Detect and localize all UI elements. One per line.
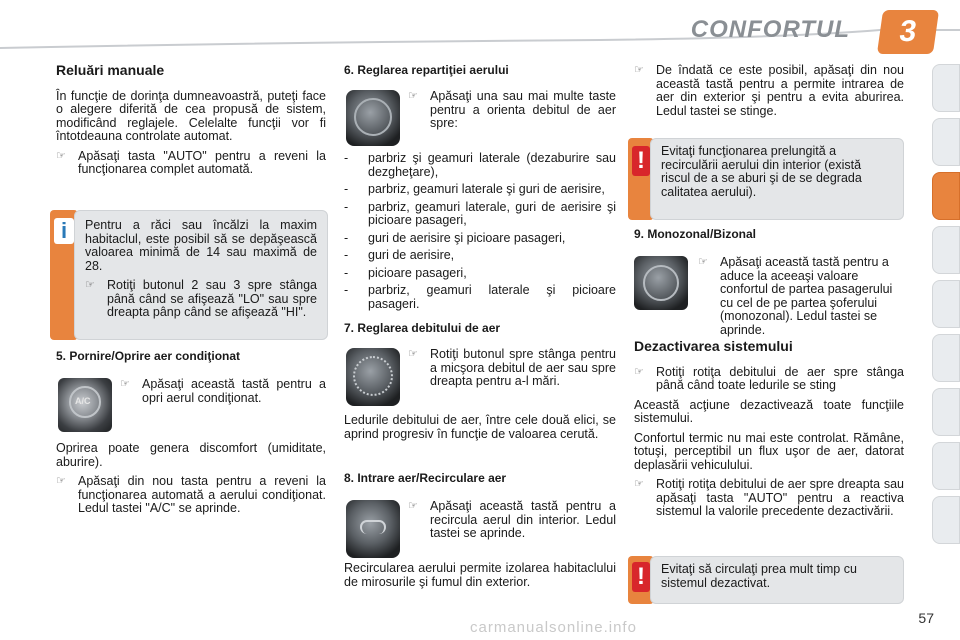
- chapter-tab-5[interactable]: [932, 280, 960, 328]
- section-8-text: [344, 562, 616, 595]
- paragraph-discomfort: Oprirea poate genera discomfort (umiditate, aburire).: [56, 441, 326, 469]
- chapter-number: 3: [877, 10, 939, 54]
- section-8-instruction: [408, 500, 616, 547]
- chapter-tab-1[interactable]: [932, 64, 960, 112]
- chapter-tab-6[interactable]: [932, 334, 960, 382]
- list-item: - guri de aerisire,: [344, 248, 455, 262]
- column-3-top: [634, 64, 904, 124]
- section-7: [344, 322, 616, 336]
- pointer-icon: ☞: [56, 149, 66, 162]
- instruction-reactivate: ☞ Rotiţi rotiţa debitului de aer spre dreapta sau apăsaţi tasta "AUTO" pentru a reactiva sistemul la valorile precedente dezactivării.: [634, 477, 904, 518]
- chapter-tab-7[interactable]: [932, 388, 960, 436]
- instruction-outside-air: ☞ De îndată ce este posibil, apăsaţi din nou această tastă pentru a permite intrarea de aer din exterior şi pentru a evita aburirea. Ledul tastei se stinge.: [634, 63, 904, 118]
- ac-button-image: [58, 378, 112, 432]
- air-flow-knob-image: [346, 348, 400, 406]
- pointer-icon: ☞: [56, 475, 66, 487]
- warning-icon: !: [632, 146, 650, 176]
- section-5-text: [56, 442, 326, 522]
- section-heading-9: 9. Monozonal/Bizonal: [634, 227, 756, 241]
- section-8: [344, 472, 616, 486]
- paragraph-recirculation: Recircularea aerului permite izolarea habitaclului de mirosurile şi fumul din exterior.: [344, 561, 616, 589]
- warning-icon: !: [632, 562, 650, 592]
- air-distribution-control-image: [346, 90, 400, 146]
- chapter-tab-4[interactable]: [932, 226, 960, 274]
- warning-box-2: [650, 556, 904, 604]
- button-ring: [643, 265, 679, 301]
- instruction-ac-on: ☞ Apăsaţi din nou tasta pentru a reveni la funcţionarea automată a aerului condiţionat. Ledul tastei "A/C" se aprinde.: [56, 474, 326, 515]
- instruction-auto: ☞ Apăsaţi tasta "AUTO" pentru a reveni la funcţionarea complet automată.: [56, 148, 326, 176]
- paragraph-deactivate-2: Confortul termic nu mai este controlat. Rămâne, totuşi, perceptibil un flux uşor de aer, datorat deplasării vehiculului.: [634, 430, 904, 472]
- list-item: - parbriz, geamuri laterale, guri de aerisire şi picioare pasageri,: [344, 199, 616, 227]
- list-item: - parbriz şi geamuri laterale (dezaburire sau dezgheţare),: [344, 151, 616, 179]
- section-heading-5: 5. Pornire/Oprire aer condiţionat: [56, 349, 241, 363]
- pointer-icon: ☞: [120, 378, 130, 390]
- instruction-monozone: ☞ Apăsaţi această tastă pentru a aduce la aceeaşi valoare confortul de partea pasagerului cu cel de pe partea şoferului (monozonal). Ledul tastei se aprinde.: [698, 255, 893, 337]
- info-instruction: ☞ Rotiţi butonul 2 sau 3 spre stânga până când se afişează "LO" sau spre dreapta pânp când se afişează "HI".: [85, 278, 317, 319]
- chapter-tab-2[interactable]: [932, 118, 960, 166]
- list-item: - parbriz, geamuri laterale şi picioare pasageri.: [344, 283, 616, 311]
- recirculation-arrow: [360, 520, 386, 534]
- paragraph-deactivate-1: Această acţiune dezactivează toate funcţiile sistemului.: [634, 397, 904, 425]
- info-text: Pentru a răci sau încălzi la maxim habitaclul, este posibil să se depăşească valoarea minimă de 14 sau maximă de 28.: [85, 218, 317, 273]
- section-7-text: [344, 414, 616, 447]
- section-6-instruction: [408, 90, 616, 137]
- list-item: - picioare pasageri,: [344, 265, 467, 280]
- section-heading-6: 6. Reglarea repartiţiei aerului: [344, 63, 509, 77]
- list-item: - guri de aerisire şi picioare pasageri,: [344, 230, 566, 245]
- pointer-icon: ☞: [408, 348, 418, 360]
- chapter-tab-8[interactable]: [932, 442, 960, 490]
- paragraph-intro: În funcţie de dorinţa dumneavoastră, puteţi face o alegere diferită de cea propusă de sistem, modificând reglajele. Celelalte funcţii vor fi întotdeauna controlate automat.: [56, 88, 326, 143]
- pointer-icon: ☞: [85, 279, 95, 291]
- list-item: - parbriz, geamuri laterale şi guri de aerisire,: [344, 182, 605, 196]
- section-heading-manual: Reluări manuale: [56, 62, 165, 78]
- warning-text-1: Evitaţi funcţionarea prelungită a recirculării aerului din interior (există riscul de a se aburi şi de se degrada calitatea aerului).: [661, 144, 862, 199]
- pointer-icon: ☞: [634, 365, 644, 378]
- section-7-instruction: [408, 348, 616, 395]
- instruction-distribution: ☞ Apăsaţi una sau mai multe taste pentru a orienta debitul de aer spre:: [408, 89, 616, 130]
- section-deactivation: [634, 340, 904, 525]
- chapter-tab-9[interactable]: [932, 496, 960, 544]
- section-heading-deactivation: Dezactivarea sistemului: [634, 338, 793, 354]
- pointer-icon: ☞: [408, 500, 418, 512]
- info-icon: i: [54, 218, 74, 244]
- chapter-title: CONFORTUL: [690, 16, 850, 43]
- warning-box-1: [650, 138, 904, 220]
- watermark: carmanualsonline.info: [470, 619, 637, 636]
- warning-text-2: Evitaţi să circulaţi prea mult timp cu sistemul dezactivat.: [661, 562, 857, 590]
- section-6: [344, 64, 616, 78]
- mono-dual-button-image: [634, 256, 688, 310]
- section-heading-8: 8. Intrare aer/Recirculare aer: [344, 471, 507, 485]
- instruction-ac-off: ☞ Apăsaţi această tastă pentru a opri aerul condiţionat.: [120, 377, 326, 405]
- distribution-list: [344, 152, 616, 315]
- info-box: [74, 210, 328, 340]
- recirculation-button-image: [346, 500, 400, 558]
- pointer-icon: ☞: [634, 64, 644, 76]
- chapter-tab-3-active[interactable]: [932, 172, 960, 220]
- section-9-instruction: [698, 256, 904, 343]
- pointer-icon: ☞: [408, 90, 418, 102]
- section-5: [56, 350, 326, 364]
- dial-ring: [354, 98, 392, 136]
- ac-label: A/C: [75, 396, 91, 406]
- pointer-icon: ☞: [634, 478, 644, 490]
- instruction-deactivate: ☞ Rotiţi rotiţa debitului de aer spre stânga până când toate ledurile se sting: [634, 364, 904, 392]
- pointer-icon: ☞: [698, 256, 708, 268]
- instruction-recirculation: ☞ Apăsaţi această tastă pentru a recircula aerul din interior. Ledul tastei se aprinde.: [408, 499, 616, 540]
- column-1: [56, 64, 326, 183]
- section-5-instruction: [120, 378, 326, 411]
- flow-leds-ring: [353, 356, 393, 396]
- section-heading-7: 7. Reglarea debitului de aer: [344, 321, 501, 335]
- page-number: 57: [918, 610, 934, 626]
- paragraph-flow-leds: Ledurile debitului de aer, între cele două elici, se aprind progresiv în funcţie de valoarea cerută.: [344, 413, 616, 441]
- instruction-flow: ☞ Rotiţi butonul spre stânga pentru a micşora debitul de aer sau spre dreapta pentru a-l mări.: [408, 347, 616, 388]
- chapter-tabs: [932, 64, 960, 564]
- section-9: [634, 228, 904, 242]
